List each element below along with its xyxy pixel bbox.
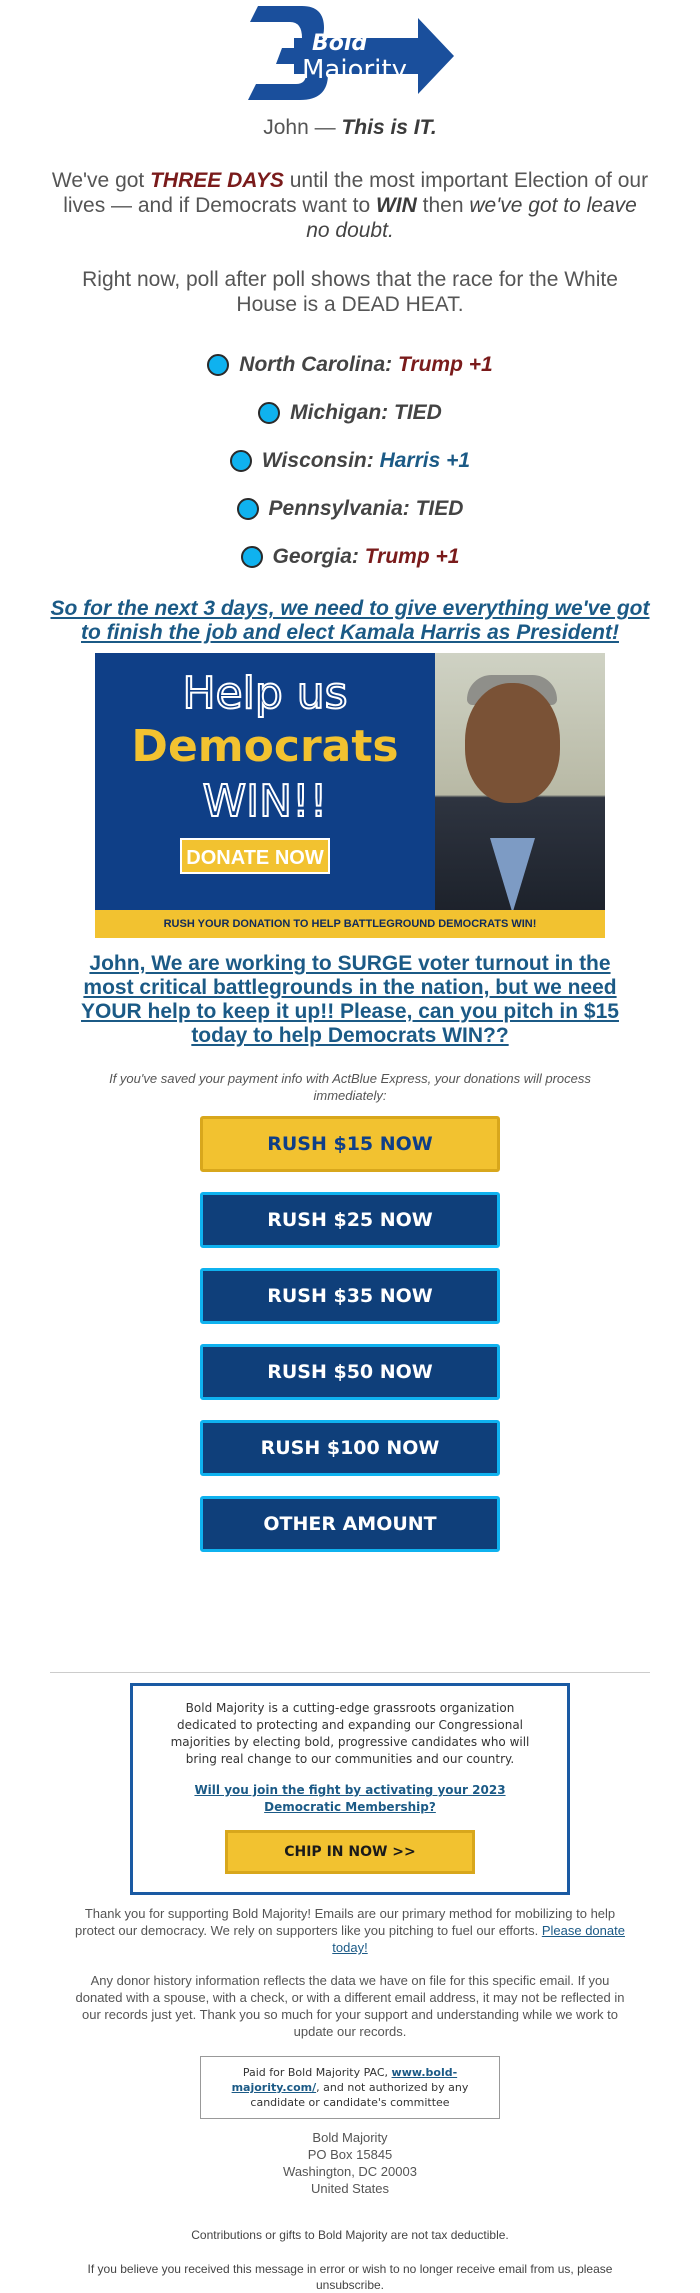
- donor-history-paragraph: Any donor history information reflects the data we have on file for this specific email. If you donated with a spouse, with a check, or with a different email address, it may not be reflected in our records just yet. Thank you so much for your support and understanding while we work to update our records.: [75, 1973, 625, 2039]
- donate-button[interactable]: RUSH $100 NOW: [200, 1420, 500, 1476]
- banner-strip: RUSH YOUR DONATION TO HELP BATTLEGROUND DEMOCRATS WIN!: [95, 910, 605, 938]
- donation-buttons: [50, 1116, 650, 1552]
- thanks-paragraph: [70, 1905, 630, 1956]
- banner-line2: Democrats: [131, 721, 399, 772]
- membership-link[interactable]: Will you join the fight by activating your 2023 Democratic Membership?: [194, 1783, 506, 1814]
- finish-the-job-link[interactable]: So for the next 3 days, we need to give everything we've got to finish the job and elect Kamala Harris as President!: [50, 597, 650, 644]
- state-row: [50, 341, 650, 389]
- logo-line1: Bold: [312, 31, 368, 56]
- state-row: [50, 389, 650, 437]
- membership-box: [130, 1683, 570, 1895]
- greeting: [50, 116, 650, 140]
- thanks-text: Thank you for supporting Bold Majority! Emails are our primary method for mobilizing to help protect our democracy. We rely on supporters like you pitching to fuel our efforts.: [75, 1906, 616, 1938]
- address-line4: United States: [310, 2181, 390, 2196]
- donate-banner[interactable]: [95, 653, 605, 938]
- address-line2: PO Box 15845: [307, 2147, 393, 2162]
- state-list: [50, 341, 650, 581]
- tax-disclaimer: Contributions or gifts to Bold Majority are not tax deductible.: [191, 2228, 509, 2242]
- unsubscribe-text[interactable]: If you believe you received this message in error or wish to no longer receive email from us, please unsubscribe.: [87, 2262, 613, 2292]
- state-label: Pennsylvania:: [268, 497, 416, 520]
- paid-b: , and not authorized by any candidate or candidate's committee: [250, 2081, 469, 2109]
- banner-donate-button[interactable]: DONATE NOW: [180, 838, 330, 874]
- intro-win: WIN: [375, 194, 417, 217]
- mailing-address: [50, 2129, 650, 2197]
- actblue-note: If you've saved your payment info with ActBlue Express, your donations will process immediately:: [109, 1071, 591, 1103]
- paid-a: Paid for Bold Majority PAC,: [242, 2066, 392, 2079]
- state-row: [50, 437, 650, 485]
- donate-today-link[interactable]: Please donate today!: [332, 1923, 625, 1955]
- divider: [50, 1672, 650, 1673]
- state-label: North Carolina:: [239, 353, 398, 376]
- intro-e: then: [416, 194, 470, 217]
- membership-text: Bold Majority is a cutting-edge grassroots organization dedicated to protecting and expanding our Congressional majorities by electing bold, progressive candidates who will bring real change to our communities and our country.: [170, 1701, 530, 1766]
- surge-ask-link[interactable]: John, We are working to SURGE voter turnout in the most critical battlegrounds in the nation, but we need YOUR help to keep it up!! Please, can you pitch in $15 today to help Democrats WIN??: [81, 952, 619, 1047]
- state-result: TIED: [415, 497, 464, 520]
- state-result: TIED: [394, 401, 442, 424]
- banner-line3: WIN!!: [202, 776, 328, 827]
- banner-line1: Help us: [182, 668, 348, 719]
- blue-circle-icon: [230, 450, 252, 472]
- intro-a: We've got: [51, 169, 151, 192]
- greeting-name: John: [263, 116, 309, 139]
- address-line3: Washington, DC 20003: [283, 2164, 417, 2179]
- state-result: Harris +1: [379, 449, 471, 472]
- greeting-emphasis: This is IT.: [341, 116, 437, 139]
- blue-circle-icon: [207, 354, 229, 376]
- paid-for-disclaimer: [200, 2056, 500, 2119]
- bold-majority-logo: [50, 0, 650, 104]
- donate-button[interactable]: RUSH $15 NOW: [200, 1116, 500, 1172]
- photo-face: [465, 683, 560, 803]
- greeting-dash: —: [308, 116, 342, 139]
- blue-circle-icon: [258, 402, 280, 424]
- state-label: Michigan:: [290, 401, 394, 424]
- state-label: Georgia:: [272, 545, 365, 568]
- logo-line2: Majority: [302, 55, 407, 85]
- state-result: Trump +1: [364, 545, 460, 568]
- poll-paragraph: Right now, poll after poll shows that the race for the White House is a DEAD HEAT.: [82, 268, 618, 316]
- blue-circle-icon: [237, 498, 259, 520]
- state-label: Wisconsin:: [261, 449, 380, 472]
- donate-button[interactable]: RUSH $25 NOW: [200, 1192, 500, 1248]
- donate-button[interactable]: RUSH $50 NOW: [200, 1344, 500, 1400]
- chip-in-button[interactable]: CHIP IN NOW >>: [225, 1830, 475, 1874]
- intro-leave-no-doubt: we've got to leave no doubt.: [306, 194, 637, 242]
- donate-button[interactable]: OTHER AMOUNT: [200, 1496, 500, 1552]
- website-link[interactable]: www.bold-majority.com/: [231, 2066, 458, 2094]
- intro-c: until the most important Election of our lives — and if Democrats want to: [63, 169, 649, 217]
- state-row: [50, 485, 650, 533]
- donate-button[interactable]: RUSH $35 NOW: [200, 1268, 500, 1324]
- intro-paragraph: [50, 168, 650, 243]
- state-result: Trump +1: [397, 353, 493, 376]
- address-line1: Bold Majority: [312, 2130, 388, 2145]
- blue-circle-icon: [241, 546, 263, 568]
- state-row: [50, 533, 650, 581]
- intro-three-days: THREE DAYS: [150, 169, 284, 192]
